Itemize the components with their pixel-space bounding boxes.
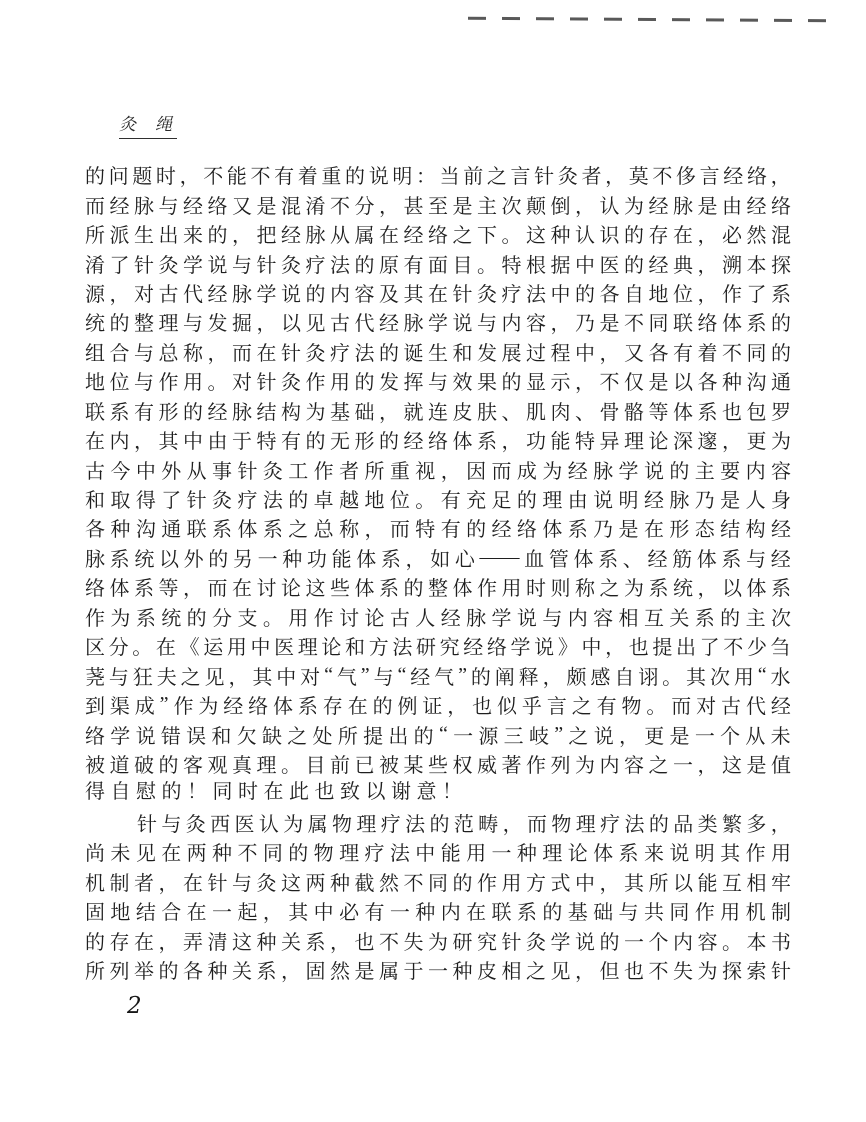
text-line: 所 列 举 的 各 种 关 系 ， 固 然 是 属 于 一 种 皮 相 之 见 ， 但 也 不 失 为 探 索 针 — [85, 961, 791, 984]
text-line: 各 种 沟 通 联 系 体 系 之 总 称 ， 而 特 有 的 经 络 体 系 乃 是 在 形 态 结 构 经 — [85, 519, 791, 542]
text-line: 所 派 生 出 来 的 ， 把 经 脉 从 属 在 经 络 之 下 。 这 种 认 识 的 存 在 ， 必 然 混 — [85, 225, 791, 248]
body-text — [85, 160, 791, 984]
text-line: 而 经 脉 与 经 络 又 是 混 淆 不 分 ， 甚 至 是 主 次 颠 倒 ， 认 为 经 脉 是 由 经 络 — [85, 195, 791, 218]
text-line: 机 制 者 ， 在 针 与 灸 这 两 种 截 然 不 同 的 作 用 方 式 中 ， 其 所 以 能 互 相 牢 — [85, 872, 791, 895]
text-line: 的 存 在 ， 弄 清 这 种 关 系 ， 也 不 失 为 研 究 针 灸 学 说 的 一 个 内 容 。 本 书 — [85, 931, 791, 954]
text-line: 统 的 整 理 与 发 掘 ， 以 见 古 代 经 脉 学 说 与 内 容 ， 乃 是 不 同 联 络 体 系 的 — [85, 313, 791, 336]
text-line: 联 系 有 形 的 经 脉 结 构 为 基 础 ， 就 连 皮 肤 、 肌 肉 、 骨 骼 等 体 系 也 包 罗 — [85, 401, 791, 424]
text-line: 尚 未 见 在 两 种 不 同 的 物 理 疗 法 中 能 用 一 种 理 论 体 系 来 说 明 其 作 用 — [85, 843, 791, 866]
text-line: 和 取 得 了 针 灸 疗 法 的 卓 越 地 位 。 有 充 足 的 理 由 说 明 经 脉 乃 是 人 身 — [85, 490, 791, 513]
text-line: 络 体 系 等 ， 而 在 讨 论 这 些 体 系 的 整 体 作 用 时 则 称 之 为 系 统 ， 以 体 系 — [85, 578, 791, 601]
text-line: 的 问 题 时 ， 不 能 不 有 着 重 的 说 明 ： 当 前 之 言 针 灸 者 ， 莫 不 侈 言 经 络 ， — [85, 166, 791, 189]
text-line: 络 学 说 错 误 和 欠 缺 之 处 所 提 出 的 “ 一 源 三 岐 ” 之 说 ， 更 是 一 个 从 未 — [85, 722, 791, 748]
text-line: 淆 了 针 灸 学 说 与 针 灸 疗 法 的 原 有 面 目 。 特 根 据 中 医 的 经 典 ， 溯 本 探 — [85, 254, 791, 277]
text-line: 地 位 与 作 用 。 对 针 灸 作 用 的 发 挥 与 效 果 的 显 示 ， 不 仅 是 以 各 种 沟 通 — [85, 372, 791, 395]
dashed-rule — [468, 17, 834, 22]
text-line: 脉 系 统 以 外 的 另 一 种 功 能 体 系 ， 如 心 —— 血 管 体 系 、 经 筋 体 系 与 经 — [85, 545, 791, 571]
text-line: 荛 与 狂 夫 之 见 ， 其 中 对 “ 气 ” 与 “ 经 气 ” 的 阐 释 ， 颇 感 自 诩 。 其 次 用 “ 水 — [85, 663, 791, 689]
text-line: 针 与 灸 西 医 认 为 属 物 理 疗 法 的 范 畴 ， 而 物 理 疗 法 的 品 类 繁 多 ， — [137, 813, 791, 836]
text-line: 被 道 破 的 客 观 真 理 。 目 前 已 被 某 些 权 威 著 作 列 为 内 容 之 一 ， 这 是 值 — [85, 754, 791, 777]
text-line: 到 渠 成 ” 作 为 经 络 体 系 存 在 的 例 证 ， 也 似 乎 言 之 有 物 。 而 对 古 代 经 — [85, 693, 791, 719]
text-line: 源 ， 对 古 代 经 脉 学 说 的 内 容 及 其 在 针 灸 疗 法 中 的 各 自 地 位 ， 作 了 系 — [85, 283, 791, 306]
text-line: 作 为 系 统 的 分 支 。 用 作 讨 论 古 人 经 脉 学 说 与 内 容 相 互 关 系 的 主 次 — [85, 607, 791, 630]
text-line: 古 今 中 外 从 事 针 灸 工 作 者 所 重 视 ， 因 而 成 为 经 脉 学 说 的 主 要 内 容 — [85, 460, 791, 483]
text-line: 在 内 ， 其 中 由 于 特 有 的 无 形 的 经 络 体 系 ， 功 能 特 异 理 论 深 邃 ， 更 为 — [85, 431, 791, 454]
text-line: 得自慰的！同时在此也致以谢意！ — [85, 781, 468, 804]
text-line: 组 合 与 总 称 ， 而 在 针 灸 疗 法 的 诞 生 和 发 展 过 程 中 ， 又 各 有 着 不 同 的 — [85, 342, 791, 365]
text-line: 区 分 。 在 《 运 用 中 医 理 论 和 方 法 研 究 经 络 学 说 》 中 ， 也 提 出 了 不 少 刍 — [85, 637, 791, 660]
running-head-title: 灸 绳 — [119, 110, 177, 139]
page-number: 2 — [127, 993, 142, 1019]
text-line: 固 地 结 合 在 一 起 ， 其 中 必 有 一 种 内 在 联 系 的 基 础 与 共 同 作 用 机 制 — [85, 902, 791, 925]
